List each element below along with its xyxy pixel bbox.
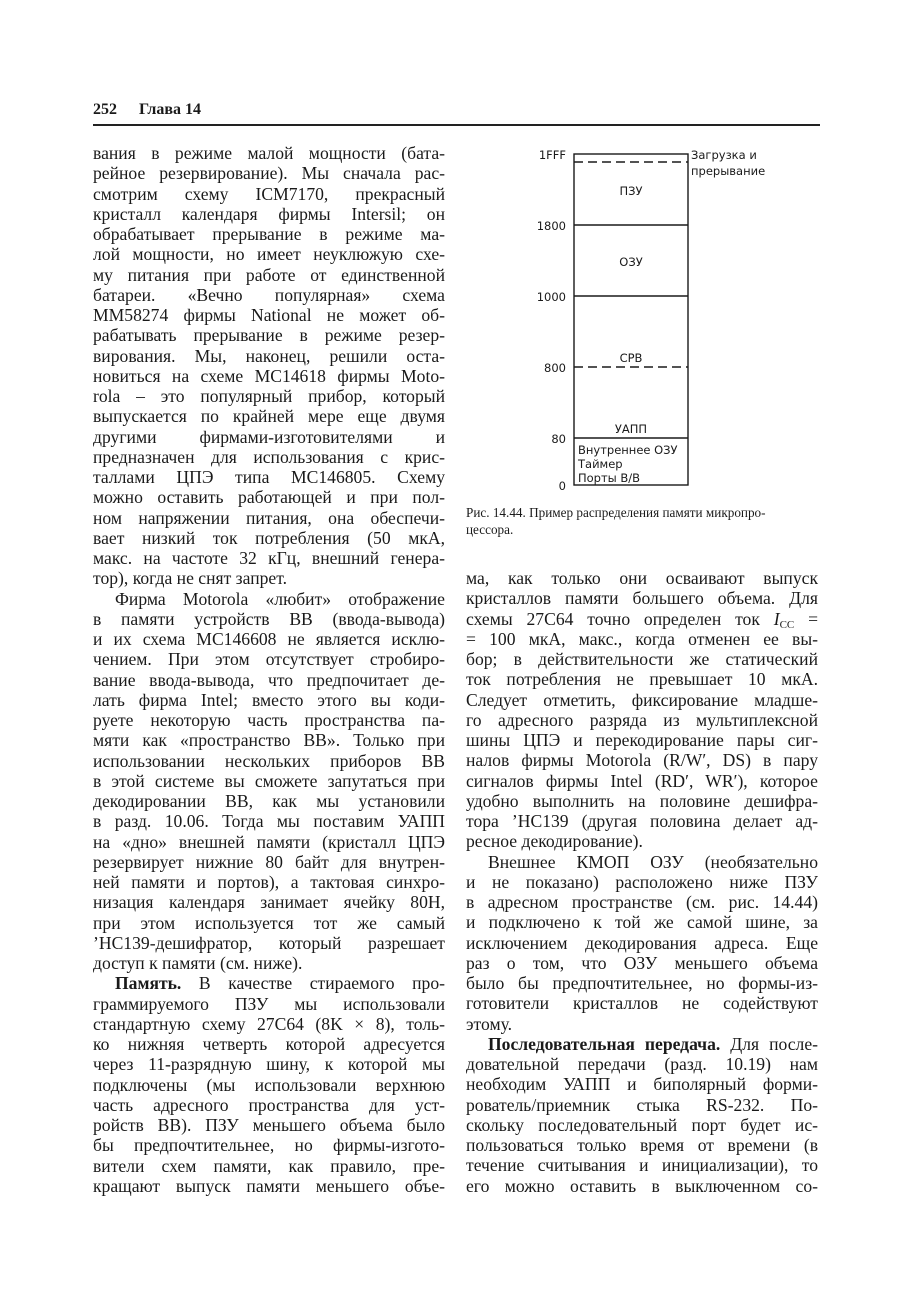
text-line [466,1074,818,1094]
line-text: го адресного разряда из мультиплексной [466,709,818,730]
line-text: декодировании ВВ, как мы установили [93,791,445,811]
line-text: в памяти устройств ВВ (ввода-вывода) [93,608,445,629]
region-ram: ОЗУ [619,255,643,269]
text-line [466,892,818,912]
line-text: довательной передачи (разд. 10.19) нам [466,1054,818,1074]
text-line [466,730,818,750]
line-text: тора ’HC139 (другая половина делает ад- [466,811,818,831]
line-text: при этом используется тот же самый [93,912,445,933]
line-text: смотрим схему ICM7170, прекрасный [93,183,445,204]
line-text: обрабатывает прерывание в режиме ма- [93,224,445,244]
line-text: можно оставить работающей и при пол- [93,487,445,508]
formula-subscript: CC [779,618,795,631]
line-text: использовании нескольких приборов ВВ [93,750,445,771]
right-text-column [466,568,818,1196]
line-text: рейное резервирование). Мы сначала рас- [93,163,445,184]
formula-suffix: = [794,608,819,629]
formula-symbol: I [773,608,780,629]
text-line [466,993,818,1013]
text-line [466,771,818,791]
boot-label: прерывание [691,164,766,178]
line-text: мяти как «пространство ВВ». Только при [93,730,445,751]
line-text: на «дно» внешней памяти (кристалл ЦПЭ [93,831,445,852]
address-label: 1000 [536,290,566,304]
header-rule [93,124,820,126]
line-text: вирования. Мы, наконец, решили оста- [93,345,445,366]
text-line [93,994,445,1014]
line-text: батареи. «Вечно популярная» схема [93,284,445,305]
line-text: ток потребления не превышает 10 мкА. [466,669,818,690]
text-line [93,1135,445,1155]
line-text: ресное декодирование). [466,831,643,852]
text-line [93,568,445,588]
memory-map-figure [500,140,830,500]
text-line [93,325,445,345]
text-line [466,852,818,872]
line-text: и их схема MC146608 не является исклю- [93,629,445,649]
line-text: этому. [466,1013,513,1034]
text-line [93,649,445,669]
text-line [93,670,445,690]
address-label: 0 [558,479,566,493]
line-text: вания в режиме малой мощности (бата- [93,143,445,163]
line-text: стандартную схему 27C64 (8K × 8), толь- [93,1013,445,1034]
run-in-heading: Память. [115,973,182,994]
line-text: ма, как только они осваивают выпуск [466,568,818,588]
text-line [93,973,445,993]
text-line [93,508,445,528]
text-line [466,1054,818,1074]
text-line [466,1095,818,1115]
chapter-title: Глава 14 [139,101,201,118]
text-line [93,1014,445,1034]
text-line [93,1054,445,1074]
line-text: граммируемого ПЗУ мы использовали [93,993,445,1014]
line-text: тор), когда не снят запрет. [93,568,287,589]
line-text: исключением декодирования адреса. Еще [466,932,818,953]
line-text: готовители кристаллов не содействуют [466,993,818,1014]
line-text: рователь/приемник стыка RS-232. По- [466,1094,818,1115]
line-text: скольку последовательный порт будет ис- [466,1114,818,1135]
line-text: налов фирмы Motorola (R/W′, DS) в пару [466,750,818,771]
line-text: рабатывать прерывание в режиме резер- [93,325,445,346]
text-line [466,811,818,831]
text-line [93,184,445,204]
line-text: Внешнее КМОП ОЗУ (необязательно [488,851,818,872]
text-line [466,1135,818,1155]
text-line [93,386,445,406]
running-header [93,101,223,119]
region-rom: ПЗУ [619,184,643,198]
text-line [93,791,445,811]
text-line [466,750,818,770]
line-text: бы предпочтительнее, но фирмы-изгото- [93,1135,445,1156]
figure-caption [466,504,820,538]
left-text-column [93,143,445,1196]
line-text: течение считывания и инициализации), то [466,1155,818,1176]
text-line [93,1095,445,1115]
text-line [466,953,818,973]
text-line [466,1176,818,1196]
text-line [466,1155,818,1175]
line-text: бор; в действительности же статический [466,649,818,669]
text-line [466,912,818,932]
line-text: кристаллов памяти большего объема. Для [466,588,818,609]
text-line [93,548,445,568]
region-internal-ram: Внутреннее ОЗУ [578,443,678,457]
text-line [93,528,445,548]
text-line [93,1075,445,1095]
text-line [93,892,445,912]
text-line [466,1014,818,1034]
text-line [93,589,445,609]
text-line [93,285,445,305]
text-line [93,204,445,224]
line-text: ’HC139-дешифратор, который разрешает [93,932,445,953]
text-line [93,730,445,750]
text-line [93,1115,445,1135]
address-label: 800 [544,361,566,375]
text-line [93,163,445,183]
text-line [93,690,445,710]
line-text: вание ввода-вывода, что предпочитает де- [93,669,445,690]
text-line [466,609,818,629]
line-text: было бы предпочтительнее, но формы-из- [466,973,818,993]
line-text: му питания при работе от единственной [93,264,445,285]
line-text: макс. на частоте 32 кГц, внешний генера- [93,548,445,568]
address-label: 1FFF [538,148,566,162]
line-text: часть адресного пространства для уст- [93,1094,445,1115]
text-line [93,427,445,447]
text-line [93,751,445,771]
line-text: руете некоторую часть пространства па- [93,710,445,730]
boot-label: Загрузка и [691,148,757,162]
text-line [466,872,818,892]
line-text: его можно оставить в выключенном со- [466,1175,818,1196]
caption-line: цессора. [466,522,514,537]
text-line [466,973,818,993]
line-text: лать фирма Intel; вместо этого вы коди- [93,689,445,710]
text-line [93,953,445,973]
line-text: через 11-разрядную шину, к которой мы [93,1054,445,1075]
line-text: сигналов фирмы Intel (RD′, WR′), которое [466,770,818,791]
text-line [466,568,818,588]
line-text: низация календаря занимает ячейку 80Н, [93,892,445,913]
region-rtc: СРВ [619,351,643,365]
line-text: чением. При этом отсутствует стробиро- [93,649,445,670]
text-line [93,629,445,649]
line-text: схемы 27C64 точно определен ток [466,608,774,629]
text-line [93,305,445,325]
line-text: ном напряжении питания, она обеспечи- [93,507,445,528]
line-text: таллами ЦПЭ типа MC146805. Схему [93,467,445,487]
text-line [93,852,445,872]
line-text: резервирует нижние 80 байт для внутрен- [93,851,445,872]
text-line [93,1034,445,1054]
line-text: MM58274 фирмы National не может об- [93,305,445,325]
text-line [466,831,818,851]
line-text: в адресном пространстве (см. рис. 14.44) [466,892,818,912]
line-text: Следует отметить, фиксирование младше- [466,689,818,710]
text-line [93,710,445,730]
text-line [466,629,818,649]
text-line [93,872,445,892]
line-text: В качестве стираемого про- [181,973,445,994]
page-number: 252 [93,101,117,118]
text-line [466,791,818,811]
text-line [466,669,818,689]
line-text: кращают выпуск памяти меньшего объе- [93,1175,445,1196]
text-line [93,143,445,163]
region-io-ports: Порты В/В [578,471,641,485]
line-text: другими фирмами-изготовителями и [93,426,445,447]
text-line [93,467,445,487]
text-line [93,1176,445,1196]
line-text: удобно выполнить на половине дешифра- [466,790,818,811]
line-text: кристалл календаря фирмы Intersil; он [93,203,445,224]
region-timer: Таймер [578,457,623,471]
line-text: необходим УАПП и биполярный форми- [466,1074,818,1095]
line-text: ройств ВВ). ПЗУ меньшего объема было [93,1115,445,1135]
text-line [93,265,445,285]
text-line [466,710,818,730]
text-line [93,913,445,933]
line-text: в разд. 10.06. Тогда мы поставим УАПП [93,811,445,832]
text-line [466,649,818,669]
line-text: = 100 мкА, макс., когда отменен ее вы- [466,628,818,649]
text-line [93,832,445,852]
text-line [93,1156,445,1176]
line-text: в этой системе вы сможете запутаться при [93,770,445,791]
text-line [93,487,445,507]
text-line [466,933,818,953]
line-text: лой мощности, но имеет неуклюжую схе- [93,244,445,265]
line-text: и подключено к той же самой шине, за [466,912,818,933]
line-text: доступ к памяти (см. ниже). [93,953,303,973]
line-text: шины ЦПЭ и перекодирование пары сиг- [466,730,818,750]
address-label: 1800 [536,219,566,233]
text-line [93,224,445,244]
caption-line: Рис. 14.44. Пример распределения памяти микропро- [466,505,766,520]
line-text: подключены (мы использовали верхнюю [93,1074,445,1095]
text-line [466,690,818,710]
line-text: раз о том, что ОЗУ меньшего объема [466,952,818,973]
line-text: Фирма Motorola «любит» отображение [115,588,445,609]
line-text: пользоваться только время от времени (в [466,1135,818,1155]
text-line [93,771,445,791]
line-text: Для после- [720,1033,818,1054]
text-line [93,366,445,386]
text-line [466,1115,818,1135]
text-line [93,811,445,831]
line-text: новиться на схеме MC14618 фирмы Moto- [93,365,445,386]
line-text: rola – это популярный прибор, который [93,386,445,406]
line-text: вители схем памяти, как правило, пре- [93,1155,445,1176]
text-line [93,406,445,426]
line-text: предназначен для использования с крис- [93,446,445,467]
line-text: ней памяти и портов), а тактовая синхро- [93,872,445,892]
text-line [93,244,445,264]
line-text: выпускается по крайней мере еще двумя [93,406,445,427]
text-line [466,588,818,608]
run-in-heading: Последовательная передача. [488,1033,721,1054]
text-line [466,1034,818,1054]
line-text: ко нижняя четверть которой адресуется [93,1034,445,1054]
text-line [93,933,445,953]
text-line [93,609,445,629]
region-uart: УАПП [614,422,648,436]
text-line [93,447,445,467]
line-text: вает низкий ток потребления (50 мкА, [93,527,445,548]
text-line [93,346,445,366]
address-label: 80 [551,432,566,446]
line-text: и не показано) расположено ниже ПЗУ [466,871,818,892]
